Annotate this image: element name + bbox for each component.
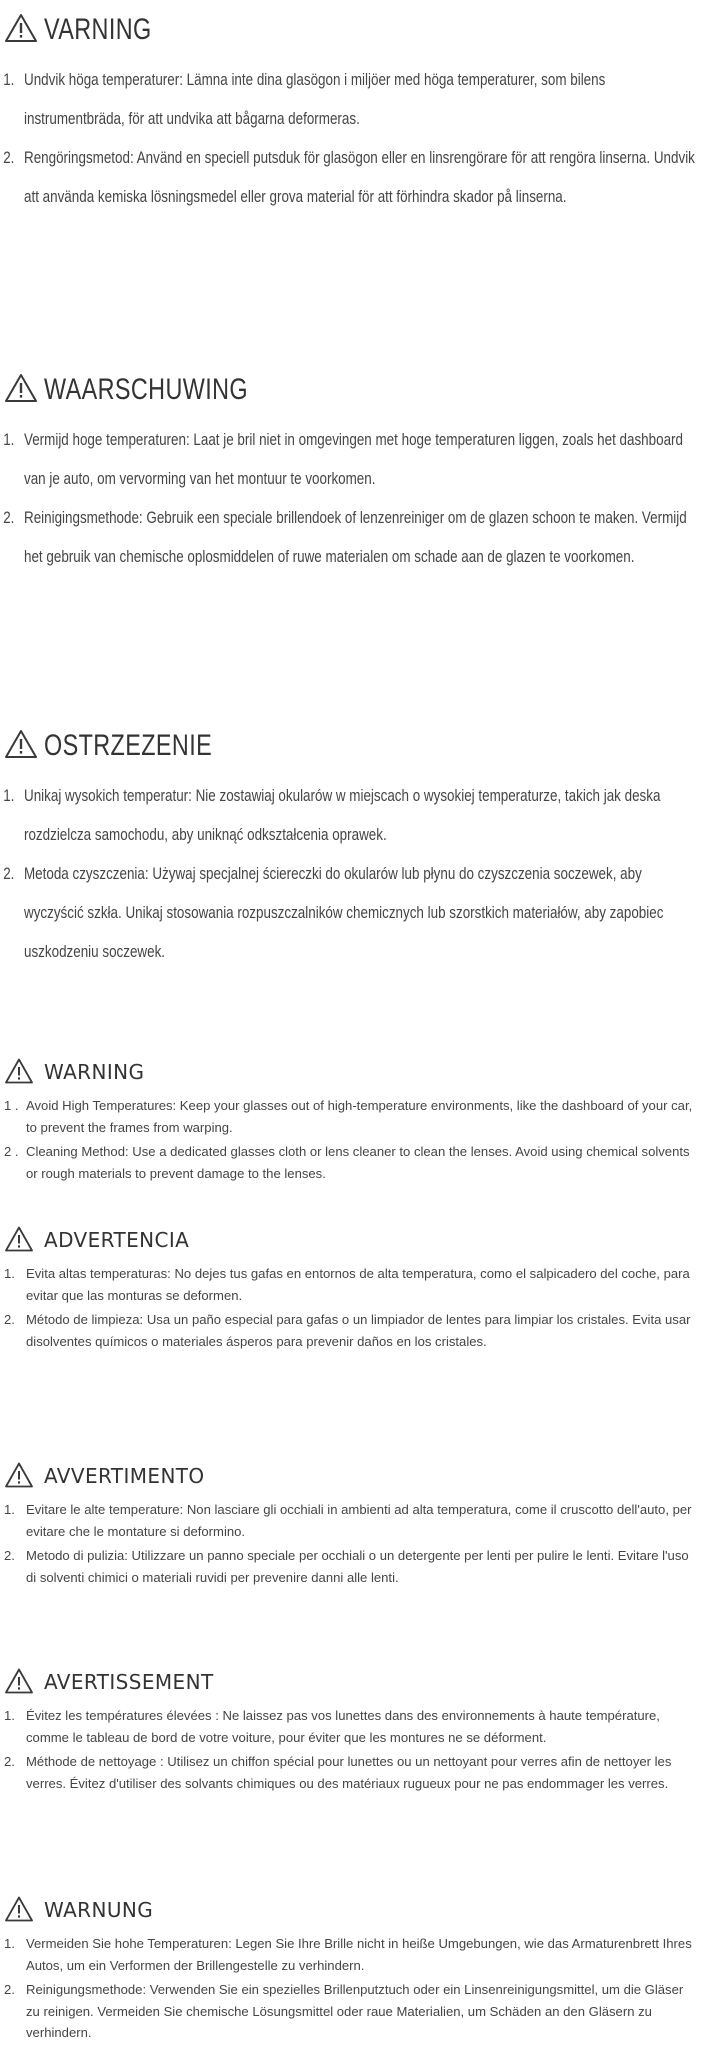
item-number: 2 . — [4, 1144, 19, 1159]
list-item — [0, 138, 705, 216]
item-text: Vermijd hoge temperaturen: Laat je bril niet in omgevingen met hoge temperaturen liggen, zoals het dashboard van je auto, om vervorming van het montuur te voorkomen. — [24, 430, 683, 488]
item-text: Avoid High Temperatures: Keep your glasses out of high-temperature environments, like the dashboard of your car, to prevent the frames from warping. — [26, 1098, 693, 1135]
warning-section-it — [0, 1461, 705, 1585]
item-number: 1. — [3, 430, 15, 449]
item-number: 1. — [4, 1708, 15, 1723]
warning-section-pl — [0, 728, 705, 961]
list-item — [0, 1141, 705, 1184]
instruction-list — [0, 1095, 705, 1184]
item-text: Méthode de nettoyage : Utilisez un chiffon spécial pour lunettes ou un nettoyant pour verres afin de nettoyer les verres. Évitez d'utiliser des solvants chimiques ou des matériaux rugueux pour ne pas endommager les verres. — [26, 1754, 672, 1791]
item-text: Cleaning Method: Use a dedicated glasses cloth or lens cleaner to clean the lenses. Avoid using chemical solvents or rough materials to prevent damage to the lenses. — [26, 1144, 690, 1181]
section-title: ADVERTENCIA — [44, 1228, 190, 1252]
list-item — [0, 1095, 705, 1138]
warning-section-fr — [0, 1667, 705, 1791]
list-item — [0, 854, 705, 971]
list-item — [0, 60, 705, 138]
item-number: 2. — [3, 864, 15, 883]
list-item — [0, 1979, 705, 2044]
item-number: 1. — [4, 1502, 15, 1517]
item-number: 1. — [4, 1266, 15, 1281]
item-text: Metoda czyszczenia: Używaj specjalnej ściereczki do okularów lub płynu do czyszczenia soczewek, aby wyczyścić szkła. Unikaj stosowania rozpuszczalników chemicznych lub szorstkich materiałów, aby zapobiec uszkodzeniu soczewek. — [24, 864, 664, 961]
list-item — [0, 1499, 705, 1542]
item-number: 1. — [4, 1936, 15, 1951]
warning-triangle-icon — [4, 728, 38, 765]
section-header — [0, 1057, 705, 1097]
instruction-list — [0, 776, 705, 971]
item-number: 2. — [3, 508, 15, 527]
warning-section-de — [0, 1895, 705, 2040]
warning-section-es — [0, 1225, 705, 1349]
section-header — [0, 372, 705, 412]
section-header — [0, 12, 705, 52]
section-header — [0, 1225, 705, 1265]
list-item — [0, 1309, 705, 1352]
list-item — [0, 420, 705, 498]
section-title: VARNING — [44, 13, 152, 46]
item-number: 2. — [3, 148, 15, 167]
section-title: AVERTISSEMENT — [44, 1670, 214, 1694]
instruction-list — [0, 420, 705, 576]
list-item — [0, 1263, 705, 1306]
item-number: 1. — [3, 70, 15, 89]
list-item — [0, 776, 705, 854]
section-header — [0, 1895, 705, 1935]
warning-triangle-icon — [4, 1225, 34, 1258]
item-number: 1 . — [4, 1098, 19, 1113]
item-number: 2. — [4, 1312, 15, 1327]
section-title: OSTRZEZENIE — [44, 729, 213, 762]
warning-section-nl — [0, 372, 705, 566]
instruction-list — [0, 1705, 705, 1794]
section-header — [0, 1461, 705, 1501]
warning-triangle-icon — [4, 1461, 34, 1494]
instruction-list — [0, 1933, 705, 2044]
warning-section-sv — [0, 12, 705, 206]
warning-triangle-icon — [4, 1667, 34, 1700]
section-title: WARNING — [44, 1060, 145, 1084]
item-text: Reinigingsmethode: Gebruik een speciale brillendoek of lenzenreiniger om de glazen schoon te maken. Vermijd het gebruik van chemische oplosmiddelen of ruwe materialen om schade aan de glazen te voorkomen. — [24, 508, 687, 566]
list-item — [0, 1751, 705, 1794]
item-text: Undvik höga temperaturer: Lämna inte dina glasögon i miljöer med höga temperaturer, som bilens instrumentbräda, för att undvika att bågarna deformeras. — [24, 70, 606, 128]
item-text: Évitez les températures élevées : Ne laissez pas vos lunettes dans des environnements à haute température, comme le tableau de bord de votre voiture, pour éviter que les montures ne se déforment. — [26, 1708, 660, 1745]
item-number: 2. — [4, 1548, 15, 1563]
section-title: WARNUNG — [44, 1898, 154, 1922]
item-text: Unikaj wysokich temperatur: Nie zostawiaj okularów w miejscach o wysokiej temperaturze, takich jak deska rozdzielcza samochodu, aby uniknąć odkształcenia oprawek. — [24, 786, 661, 844]
list-item — [0, 498, 705, 576]
section-title: WAARSCHUWING — [44, 373, 249, 406]
item-text: Vermeiden Sie hohe Temperaturen: Legen Sie Ihre Brille nicht in heiße Umgebungen, wie das Armaturenbrett Ihres Autos, um ein Verformen der Brillengestelle zu verhindern. — [26, 1936, 692, 1973]
warning-section-en — [0, 1057, 705, 1181]
section-header — [0, 728, 705, 768]
warning-triangle-icon — [4, 12, 38, 49]
item-number: 2. — [4, 1754, 15, 1769]
item-text: Reinigungsmethode: Verwenden Sie ein spezielles Brillenputztuch oder ein Linsenreinigungsmittel, um die Gläser zu reinigen. Vermeiden Sie chemische Lösungsmittel oder raue Materialien, um Schäden an den Gläsern zu verhindern. — [26, 1982, 684, 2040]
list-item — [0, 1705, 705, 1748]
warning-triangle-icon — [4, 1895, 34, 1928]
instruction-list — [0, 60, 705, 216]
item-text: Evitare le alte temperature: Non lasciare gli occhiali in ambienti ad alta temperatura, come il cruscotto dell'auto, per evitare che le montature si deformino. — [26, 1502, 692, 1539]
instruction-list — [0, 1263, 705, 1352]
warning-triangle-icon — [4, 1057, 34, 1090]
section-header — [0, 1667, 705, 1707]
item-number: 1. — [3, 786, 15, 805]
item-text: Metodo di pulizia: Utilizzare un panno speciale per occhiali o un detergente per lenti per pulire le lenti. Evitare l'uso di solventi chimici o materiali ruvidi per prevenire danni alle lenti. — [26, 1548, 689, 1585]
item-text: Rengöringsmetod: Använd en speciell putsduk för glasögon eller en linsrengörare för att rengöra linserna. Undvik att använda kemiska lösningsmedel eller grova material för att förhindra skador på linserna. — [24, 148, 695, 206]
item-text: Evita altas temperaturas: No dejes tus gafas en entornos de alta temperatura, como el salpicadero del coche, para evitar que las monturas se deformen. — [26, 1266, 690, 1303]
instruction-list — [0, 1499, 705, 1588]
section-title: AVVERTIMENTO — [44, 1464, 205, 1488]
list-item — [0, 1545, 705, 1588]
warning-triangle-icon — [4, 372, 38, 409]
item-text: Método de limpieza: Usa un paño especial para gafas o un limpiador de lentes para limpiar los cristales. Evita usar disolventes químicos o materiales ásperos para prevenir daños en los cristales. — [26, 1312, 691, 1349]
list-item — [0, 1933, 705, 1976]
item-number: 2. — [4, 1982, 15, 1997]
